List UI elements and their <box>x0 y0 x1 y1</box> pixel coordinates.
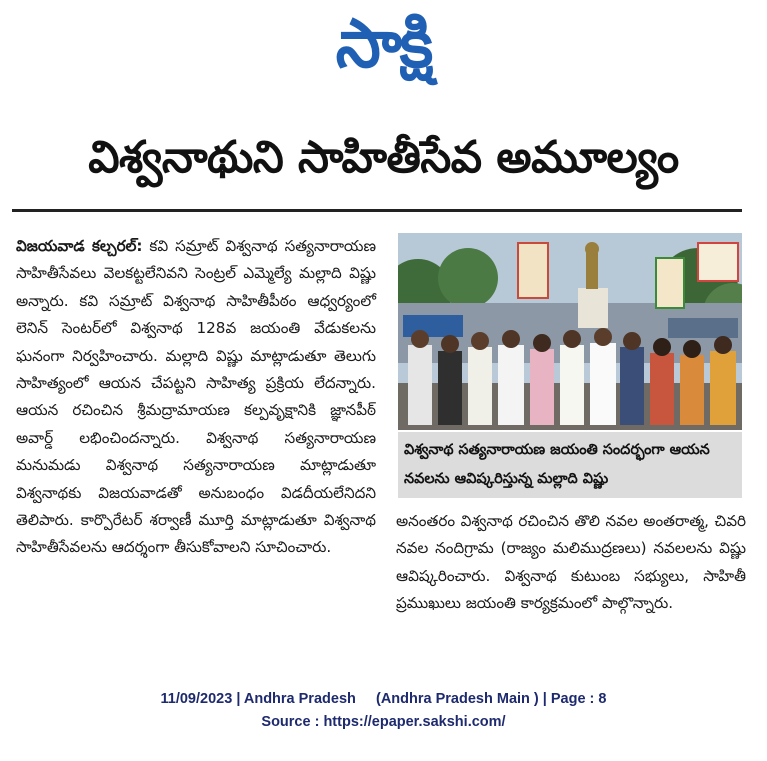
article-headline: విశ్వనాథుని సాహితీసేవ అమూల్యం <box>88 132 679 183</box>
article-body-right: అనంతరం విశ్వనాథ రచించిన తొలి నవల అంతరాత్మ, చివరి నవల నందిగ్రామ (రాజ్యం మలిముద్రణలు) నవలలను విష్ణు ఆవిష్కరించారు. విశ్వనాథ కుటుంబ సభ్యులు, సాహితీ ప్రముఖులు జయంతి కార్యక్రమంలో పాల్గొన్నారు. <box>396 512 746 613</box>
footer-source: Source : https://epaper.sakshi.com/ <box>261 714 506 730</box>
logo-text: సాక్షి <box>335 5 432 84</box>
body-text-left: కవి సమ్రాట్ విశ్వనాథ సత్యనారాయణ సాహితీసేవలు వెలకట్టలేనివని సెంట్రల్ ఎమ్మెల్యే మల్లాది విష్ణు అన్నారు. కవి సమ్రాట్ విశ్వనాథ సాహితీపీఠం ఆధ్వర్యంలో లెనిన్ సెంటర్‌లో విశ్వనాథ 128వ జయంతి వేడుకలను ఘనంగా నిర్వహించారు. మల్లాది విష్ణు మాట్లాడుతూ తెలుగు సాహిత్యంలో ఆయన చేపట్టని సాహిత్య ప్రక్రియ లేదన్నారు. ఆయన రచించిన శ్రీమద్రామాయణ కల్పవృక్షానికి జ్ఞానపీఠ్ అవార్డ్ లభించిందన్నారు. విశ్వనాథ సత్యనారాయణ మనుమడు విశ్వనాథ సత్యనారాయణ మాట్లాడుతూ విశ్వనాథకు విజయవాడతో అనుబంధం విడదీయలేనిదని తెలిపారు. కార్పొరేటర్ శర్వాణీ మూర్తి మాట్లాడుతూ విశ్వనాథ సాహితీసేవలను ఆదర్శంగా తీసుకోవాలని సూచించారు. <box>16 237 377 557</box>
source-footer <box>0 688 767 734</box>
event-photo <box>398 233 742 430</box>
article-body-left <box>16 233 376 562</box>
photo-caption: విశ్వనాథ సత్యనారాయణ జయంతి సందర్భంగా ఆయన నవలను ఆవిష్కరిస్తున్న మల్లాది విష్ణు <box>398 432 742 498</box>
photo-illustration <box>398 233 742 430</box>
newspaper-logo <box>0 5 767 95</box>
headline-divider <box>12 209 742 212</box>
footer-date-edition: 11/09/2023 | Andhra Pradesh (Andhra Pradesh Main ) | Page : 8 <box>160 691 607 707</box>
dateline: విజయవాడ కల్చరల్: <box>16 237 143 255</box>
